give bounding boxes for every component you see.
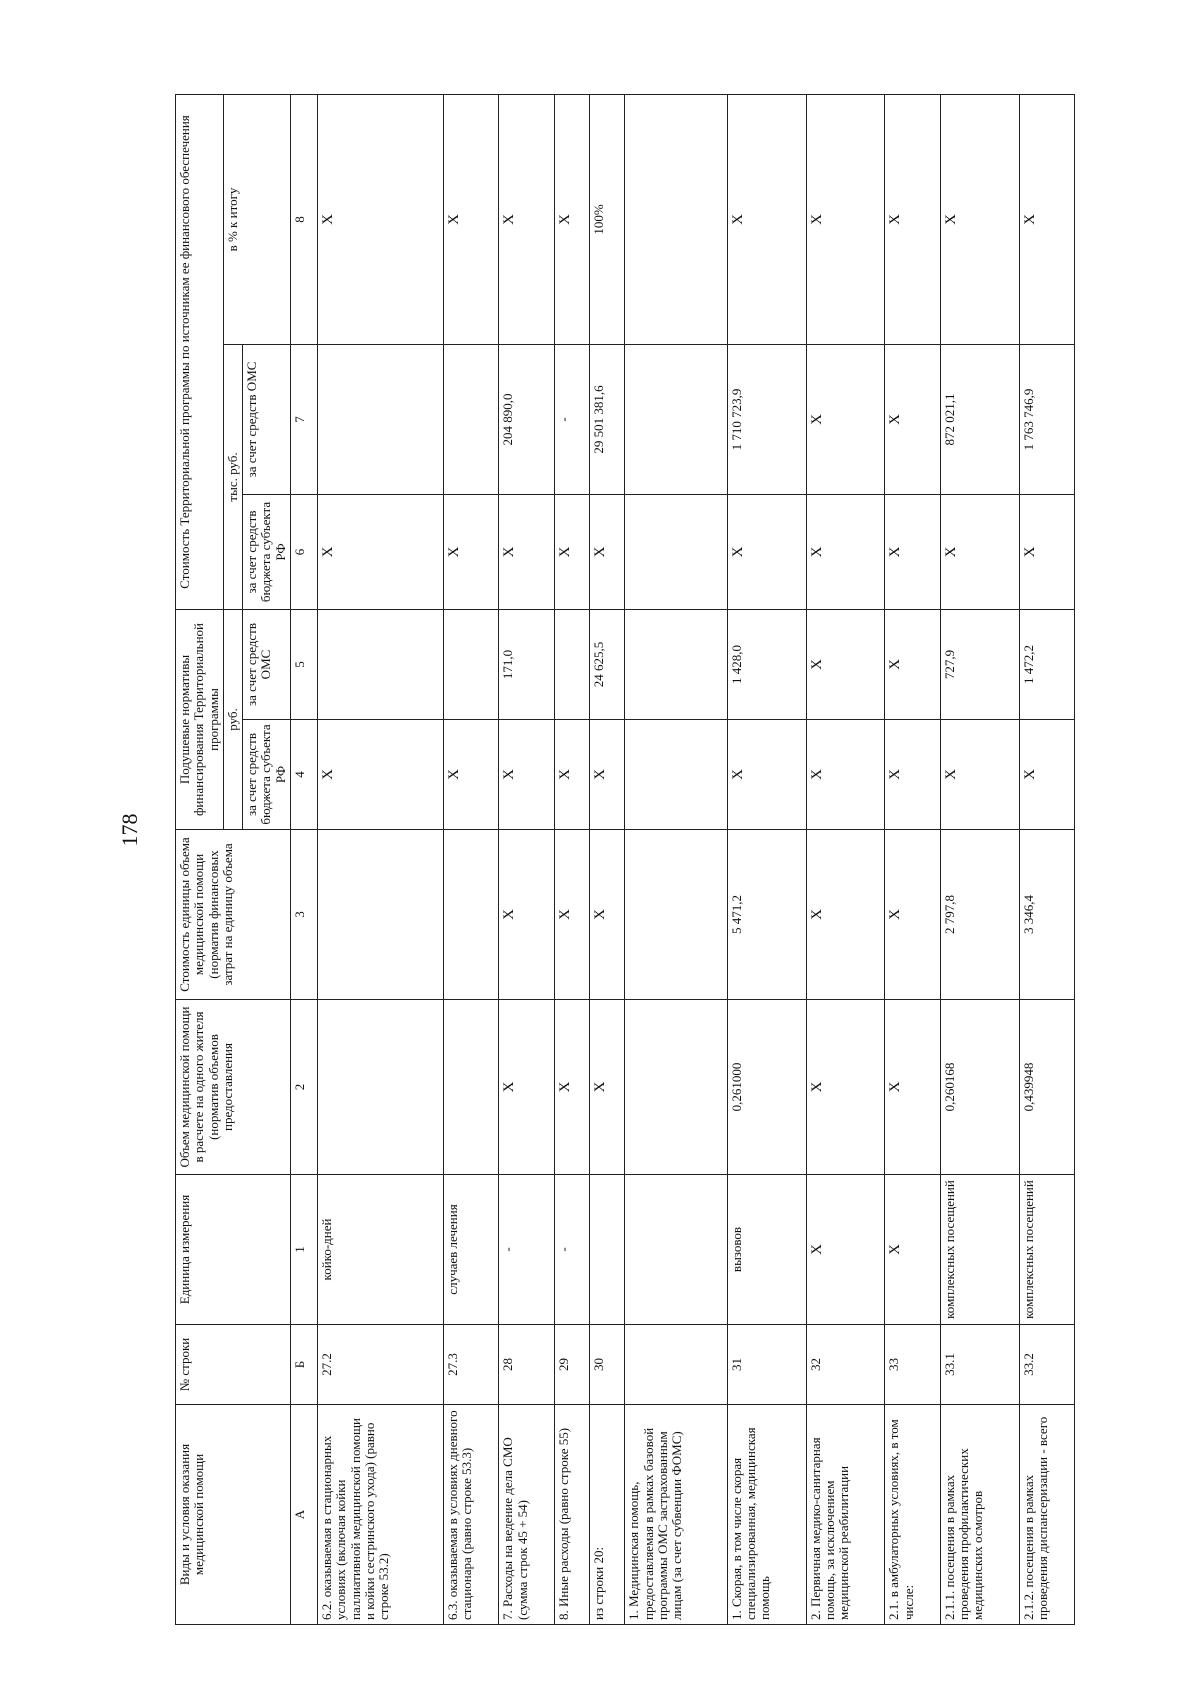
row-norm-budget: Х bbox=[806, 720, 885, 830]
index-cell: 1 bbox=[291, 1175, 318, 1325]
row-norm-oms: 1 472,2 bbox=[1019, 609, 1074, 719]
row-volume bbox=[444, 1000, 499, 1175]
row-volume: Х bbox=[885, 1000, 940, 1175]
table-row bbox=[940, 94, 1019, 1624]
row-cost: Х bbox=[499, 830, 554, 1000]
header-per-capita-norms: Подушевые нормативы финансирования Территориальной программы bbox=[176, 609, 224, 829]
row-volume: Х bbox=[499, 1000, 554, 1175]
row-cost-oms bbox=[625, 344, 727, 494]
row-volume: 0,439948 bbox=[1019, 1000, 1074, 1175]
header-norm-budget: за счет средств бюджета субъекта РФ bbox=[243, 720, 291, 830]
row-percent: Х bbox=[1019, 94, 1074, 344]
row-norm-budget: Х bbox=[318, 720, 444, 830]
row-unit: комплексных посещений bbox=[940, 1175, 1019, 1325]
row-name: 1. Медицинская помощь, предоставляемая в рамках базовой программы ОМС застрахованным лицам (за счет субвенции ФОМС) bbox=[625, 1405, 727, 1625]
row-volume bbox=[318, 1000, 444, 1175]
row-percent bbox=[625, 94, 727, 344]
row-unit: комплексных посещений bbox=[1019, 1175, 1074, 1325]
row-volume: Х bbox=[806, 1000, 885, 1175]
row-volume: Х bbox=[589, 1000, 624, 1175]
table-row bbox=[885, 94, 940, 1624]
row-line: 32 bbox=[806, 1325, 885, 1405]
row-cost-budget: Х bbox=[885, 494, 940, 609]
row-percent: Х bbox=[318, 94, 444, 344]
row-line: 27.3 bbox=[444, 1325, 499, 1405]
row-line: 30 bbox=[589, 1325, 624, 1405]
index-cell: А bbox=[291, 1405, 318, 1625]
header-types: Виды и условия оказания медицинской помощи bbox=[176, 1405, 291, 1625]
row-line: 27.2 bbox=[318, 1325, 444, 1405]
table-row bbox=[727, 94, 806, 1624]
row-cost bbox=[444, 830, 499, 1000]
row-line: 33.2 bbox=[1019, 1325, 1074, 1405]
header-percent-total: в % к итогу bbox=[223, 94, 290, 344]
row-cost-budget: Х bbox=[940, 494, 1019, 609]
header-cost-budget: за счет средств бюджета субъекта РФ bbox=[243, 494, 291, 609]
row-norm-budget: Х bbox=[940, 720, 1019, 830]
row-cost: Х bbox=[806, 830, 885, 1000]
row-norm-budget: Х bbox=[444, 720, 499, 830]
row-norm-budget: Х bbox=[589, 720, 624, 830]
row-norm-oms bbox=[444, 609, 499, 719]
header-norm-oms: за счет средств ОМС bbox=[243, 609, 291, 719]
row-cost: 3 346,4 bbox=[1019, 830, 1074, 1000]
table-row bbox=[589, 94, 624, 1624]
row-unit: Х bbox=[806, 1175, 885, 1325]
row-cost-oms: Х bbox=[806, 344, 885, 494]
row-name: 2.1. в амбулаторных условиях, в том числе: bbox=[885, 1405, 940, 1625]
row-cost: 2 797,8 bbox=[940, 830, 1019, 1000]
table-row bbox=[1019, 94, 1074, 1624]
row-cost: Х bbox=[885, 830, 940, 1000]
row-cost-oms: 1 763 746,9 bbox=[1019, 344, 1074, 494]
row-cost-oms: 1 710 723,9 bbox=[727, 344, 806, 494]
row-cost-budget: Х bbox=[589, 494, 624, 609]
row-name: 2.1.2. посещения в рамках проведения диспансеризации - всего bbox=[1019, 1405, 1074, 1625]
index-cell: 2 bbox=[291, 1000, 318, 1175]
row-cost-oms: 29 501 381,6 bbox=[589, 344, 624, 494]
row-norm-budget: Х bbox=[554, 720, 589, 830]
row-percent: Х bbox=[499, 94, 554, 344]
index-cell: 6 bbox=[291, 494, 318, 609]
row-norm-budget: Х bbox=[727, 720, 806, 830]
row-name: 7. Расходы на ведение дела СМО (сумма строк 45 + 54) bbox=[499, 1405, 554, 1625]
financing-table-wrapper bbox=[175, 95, 1075, 1625]
row-percent: Х bbox=[885, 94, 940, 344]
header-unit: Единица измерения bbox=[176, 1175, 291, 1325]
row-cost-oms: - bbox=[554, 344, 589, 494]
row-unit: - bbox=[499, 1175, 554, 1325]
row-name: 1. Скорая, в том числе скорая специализированная, медицинская помощь bbox=[727, 1405, 806, 1625]
row-norm-budget bbox=[625, 720, 727, 830]
row-name: 6.3. оказываемая в условиях дневного стационара (равно строке 53.3) bbox=[444, 1405, 499, 1625]
row-norm-budget: Х bbox=[885, 720, 940, 830]
header-rub: руб. bbox=[223, 609, 242, 829]
header-cost-oms: за счет средств ОМС bbox=[243, 344, 291, 494]
header-program-cost: Стоимость Территориальной программы по источникам ее финансового обеспечения bbox=[176, 94, 224, 609]
row-line: 33.1 bbox=[940, 1325, 1019, 1405]
row-volume bbox=[625, 1000, 727, 1175]
row-line: 31 bbox=[727, 1325, 806, 1405]
row-cost-oms: 204 890,0 bbox=[499, 344, 554, 494]
row-unit: случаев лечения bbox=[444, 1175, 499, 1325]
row-unit: койко-дней bbox=[318, 1175, 444, 1325]
index-cell: Б bbox=[291, 1325, 318, 1405]
index-cell: 4 bbox=[291, 720, 318, 830]
row-name: 8. Иные расходы (равно строке 55) bbox=[554, 1405, 589, 1625]
row-norm-oms: 727,9 bbox=[940, 609, 1019, 719]
row-cost-budget: Х bbox=[554, 494, 589, 609]
row-cost: Х bbox=[589, 830, 624, 1000]
row-cost: 5 471,2 bbox=[727, 830, 806, 1000]
table-row bbox=[806, 94, 885, 1624]
row-cost-budget: Х bbox=[727, 494, 806, 609]
header-thous-rub: тыс. руб. bbox=[223, 344, 242, 609]
page-number: 178 bbox=[117, 813, 142, 847]
row-volume: 0,260168 bbox=[940, 1000, 1019, 1175]
row-percent: Х bbox=[444, 94, 499, 344]
header-volume: Объем медицинской помощи в расчете на одного жителя (норматив объемов предоставления bbox=[176, 1000, 291, 1175]
row-cost-budget: Х bbox=[444, 494, 499, 609]
row-norm-oms bbox=[625, 609, 727, 719]
row-cost-oms: 872 021,1 bbox=[940, 344, 1019, 494]
table-row bbox=[318, 94, 444, 1624]
financing-table bbox=[175, 94, 1075, 1625]
header-line-no: № строки bbox=[176, 1325, 291, 1405]
row-cost-oms bbox=[318, 344, 444, 494]
row-line bbox=[625, 1325, 727, 1405]
table-row bbox=[625, 94, 727, 1624]
row-cost-budget: Х bbox=[806, 494, 885, 609]
row-percent: 100% bbox=[589, 94, 624, 344]
row-cost-oms bbox=[444, 344, 499, 494]
row-cost bbox=[625, 830, 727, 1000]
row-cost-budget bbox=[625, 494, 727, 609]
table-row bbox=[444, 94, 499, 1624]
row-unit: вызовов bbox=[727, 1175, 806, 1325]
header-unit-cost: Стоимость единицы объема медицинской помощи (норматив финансовых затрат на единицу объема bbox=[176, 830, 291, 1000]
column-index-row bbox=[291, 94, 318, 1624]
row-name: 2. Первичная медико-санитарная помощь, за исключением медицинской реабилитации bbox=[806, 1405, 885, 1625]
row-norm-oms bbox=[554, 609, 589, 719]
row-percent: Х bbox=[806, 94, 885, 344]
row-norm-oms: 1 428,0 bbox=[727, 609, 806, 719]
row-percent: Х bbox=[727, 94, 806, 344]
row-cost-budget: Х bbox=[318, 494, 444, 609]
row-name: 2.1.1. посещения в рамках проведения профилактических медицинских осмотров bbox=[940, 1405, 1019, 1625]
row-unit bbox=[589, 1175, 624, 1325]
row-name: 6.2. оказываемая в стационарных условиях (включая койки паллиативной медицинской помощи и койки сестринского ухода) (равно строке 53.2) bbox=[318, 1405, 444, 1625]
row-cost-oms: Х bbox=[885, 344, 940, 494]
row-percent: Х bbox=[554, 94, 589, 344]
row-cost: Х bbox=[554, 830, 589, 1000]
row-cost bbox=[318, 830, 444, 1000]
row-percent: Х bbox=[940, 94, 1019, 344]
index-cell: 7 bbox=[291, 344, 318, 494]
row-unit: - bbox=[554, 1175, 589, 1325]
row-name: из строки 20: bbox=[589, 1405, 624, 1625]
header-row-1 bbox=[176, 94, 224, 1624]
index-cell: 5 bbox=[291, 609, 318, 719]
row-unit: Х bbox=[885, 1175, 940, 1325]
row-norm-budget: Х bbox=[1019, 720, 1074, 830]
row-norm-oms: 171,0 bbox=[499, 609, 554, 719]
row-norm-oms: Х bbox=[885, 609, 940, 719]
row-volume: Х bbox=[554, 1000, 589, 1175]
row-norm-budget: Х bbox=[499, 720, 554, 830]
row-norm-oms: 24 625,5 bbox=[589, 609, 624, 719]
index-cell: 8 bbox=[291, 94, 318, 344]
row-line: 28 bbox=[499, 1325, 554, 1405]
index-cell: 3 bbox=[291, 830, 318, 1000]
row-cost-budget: Х bbox=[499, 494, 554, 609]
row-unit bbox=[625, 1175, 727, 1325]
row-cost-budget: Х bbox=[1019, 494, 1074, 609]
row-norm-oms: Х bbox=[806, 609, 885, 719]
row-line: 33 bbox=[885, 1325, 940, 1405]
row-volume: 0,261000 bbox=[727, 1000, 806, 1175]
table-row bbox=[499, 94, 554, 1624]
row-norm-oms bbox=[318, 609, 444, 719]
table-row bbox=[554, 94, 589, 1624]
row-line: 29 bbox=[554, 1325, 589, 1405]
